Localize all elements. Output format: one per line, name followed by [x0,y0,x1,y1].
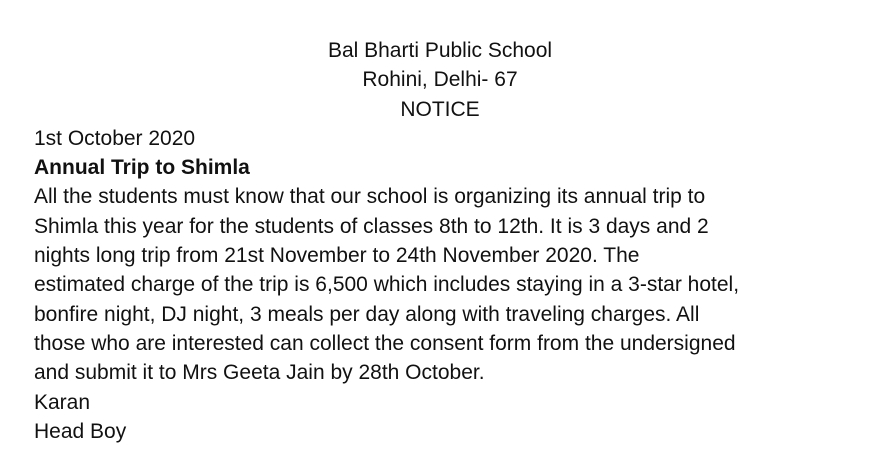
body-line: and submit it to Mrs Geeta Jain by 28th October. [34,361,485,385]
school-address: Rohini, Delhi- 67 [362,68,518,92]
body-line: Shimla this year for the students of classes 8th to 12th. It is 3 days and 2 [34,214,709,238]
body-line: bonfire night, DJ night, 3 meals per day along with traveling charges. All [34,302,700,326]
notice-document [34,36,874,446]
school-name: Bal Bharti Public School [327,39,553,62]
signatory-designation: Head Boy [34,419,127,443]
body-line: estimated charge of the trip is 6,500 which includes staying in a 3-star hotel, [34,273,740,297]
body-line: All the students must know that our school is organizing its annual trip to [34,185,706,209]
body-line: nights long trip from 21st November to 24th November 2020. The [34,244,640,268]
notice-heading: NOTICE [400,97,480,121]
notice-body [34,182,874,387]
body-line: those who are interested can collect the consent form from the undersigned [34,331,736,355]
notice-date: 1st October 2020 [34,126,196,150]
notice-header [0,36,880,124]
signatory-name: Karan [34,390,91,414]
notice-subject: Annual Trip to Shimla [34,156,250,180]
